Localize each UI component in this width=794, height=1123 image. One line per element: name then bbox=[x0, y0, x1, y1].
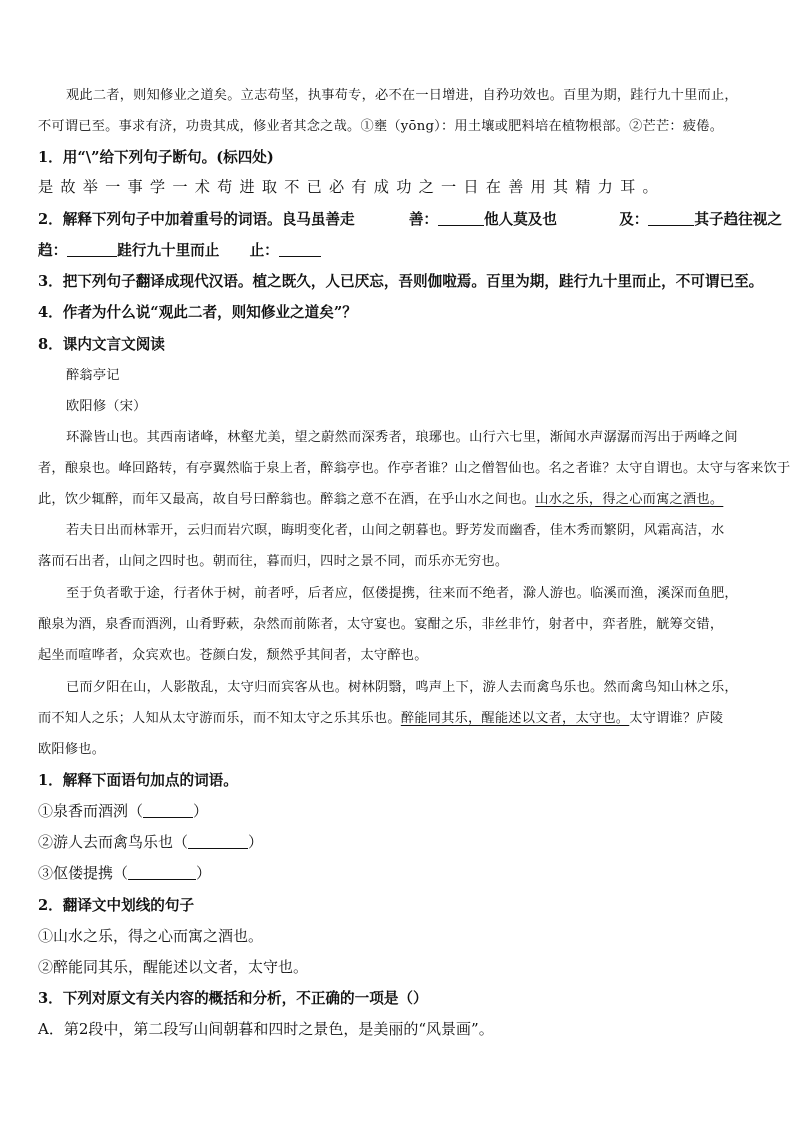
question-8-3: 3．下列对原文有关内容的概括和分析，不正确的一项是（） bbox=[38, 990, 428, 1007]
passage-text: 此，饮少辄醉，而年又最高，故自号曰醉翁也。醉翁之意不在酒，在乎山水之间也。 bbox=[38, 492, 536, 507]
question-8-2: 2．翻译文中划线的句子 bbox=[38, 897, 195, 914]
item-close: ） bbox=[193, 802, 209, 820]
section-heading: 8．课内文言文阅读 bbox=[38, 336, 165, 353]
passage-line: 若夫日出而林霏开，云归而岩穴暝，晦明变化者，山间之朝暮也。野芳发而幽香，佳木秀而繁阴，风霜高洁，水 bbox=[66, 523, 725, 538]
answer-blank[interactable] bbox=[67, 243, 117, 257]
question-item bbox=[38, 831, 263, 852]
question-item bbox=[38, 862, 211, 883]
question-7-2-cont bbox=[38, 239, 321, 260]
item-text: ③伛偻提携（ bbox=[38, 864, 129, 882]
passage-line bbox=[38, 707, 723, 726]
essay-author: 欧阳修（宋） bbox=[66, 399, 147, 414]
passage-text: 太守谓谁？庐陵 bbox=[629, 711, 724, 726]
translation-item: ②醉能同其乐，醒能述以文者，太守也。 bbox=[38, 958, 309, 976]
answer-blank[interactable] bbox=[438, 212, 484, 226]
underlined-sentence: 山水之乐，得之心而寓之酒也。 bbox=[535, 492, 724, 507]
blank-label: 及： bbox=[619, 211, 649, 228]
essay-title: 醉翁亭记 bbox=[66, 368, 120, 383]
passage-line: 观此二者，则知修业之道矣。立志苟坚，执事苟专，必不在一日增进，自矜功效也。百里为期，跬行九十里而止， bbox=[66, 88, 738, 103]
passage-line: 酿泉为酒，泉香而酒洌，山肴野蔌，杂然而前陈者，太守宴也。宴酣之乐，非丝非竹，射者中，弈者胜，觥筹交错， bbox=[38, 617, 724, 632]
answer-blank[interactable] bbox=[143, 804, 193, 818]
question-7-4: 4．作者为什么说“观此二者，则知修业之道矣”？ bbox=[38, 304, 357, 321]
answer-blank[interactable] bbox=[279, 243, 321, 257]
item-text: ②游人去而禽鸟乐也（ bbox=[38, 833, 189, 851]
question-8-1: 1．解释下面语句加点的词语。 bbox=[38, 772, 238, 789]
answer-blank[interactable] bbox=[128, 866, 196, 880]
passage-line: 落而石出者，山间之四时也。朝而往，暮而归，四时之景不同，而乐亦无穷也。 bbox=[38, 554, 509, 569]
question-text: 他人莫及也 bbox=[484, 211, 557, 228]
blank-label: 善： bbox=[408, 211, 439, 228]
question-7-3: 3．把下列句子翻译成现代汉语。植之既久，人已厌忘，吾则伽啦焉。百里为期，跬行九十里而止，不可谓已至。 bbox=[38, 273, 764, 290]
passage-line: 不可谓已至。事求有济，功贵其成，修业者其念之哉。①壅（yōng）：用土壤或肥料培在植物根部。②芒芒：疲倦。 bbox=[38, 119, 724, 134]
blank-label: 趋： bbox=[38, 242, 68, 259]
question-item bbox=[38, 800, 208, 821]
question-7-1: 1．用“\”给下列句子断句。(标四处) bbox=[38, 149, 274, 166]
passage-line: 已而夕阳在山，人影散乱，太守归而宾客从也。树林阴翳，鸣声上下，游人去而禽鸟乐也。然而禽鸟知山林之乐， bbox=[66, 680, 738, 695]
passage-text: 而不知人之乐；人知从太守游而乐，而不知太守之乐其乐也。 bbox=[38, 711, 401, 726]
passage-line bbox=[38, 488, 723, 507]
punctuation-sentence: 是故举一事学一术苟进取不已必有成功之一日在善用其精力耳。 bbox=[38, 178, 665, 196]
passage-line: 至于负者歌于途，行者休于树，前者呼，后者应，伛偻提携，往来而不绝者，滁人游也。临溪而渔，溪深而鱼肥， bbox=[66, 586, 738, 601]
question-text: 跬行九十里而止 bbox=[117, 242, 220, 259]
option-a: A．第2段中，第二段写山间朝暮和四时之景色，是美丽的“风景画”。 bbox=[38, 1020, 494, 1038]
question-text: 其子趋往视之 bbox=[694, 211, 782, 228]
passage-line: 欧阳修也。 bbox=[38, 742, 106, 757]
item-close: ） bbox=[196, 864, 212, 882]
passage-line: 者，酿泉也。峰回路转，有亭翼然临于泉上者，醉翁亭也。作亭者谁？山之僧智仙也。名之者谁？太守自谓也。太守与客来饮于 bbox=[38, 461, 791, 476]
underlined-sentence: 醉能同其乐，醒能述以文者，太守也。 bbox=[400, 711, 630, 726]
item-close: ） bbox=[248, 833, 264, 851]
answer-blank[interactable] bbox=[648, 212, 694, 226]
passage-line: 起坐而喧哗者，众宾欢也。苍颜白发，颓然乎其间者，太守醉也。 bbox=[38, 648, 428, 663]
translation-item: ①山水之乐，得之心而寓之酒也。 bbox=[38, 927, 264, 945]
item-text: ①泉香而酒洌（ bbox=[38, 802, 144, 820]
question-text: 2．解释下列句子中加着重号的词语。良马虽善走 bbox=[38, 211, 355, 228]
question-7-2 bbox=[38, 208, 782, 229]
passage-line: 环滁皆山也。其西南诸峰，林壑尤美，望之蔚然而深秀者，琅琊也。山行六七里，渐闻水声潺潺而泻出于两峰之间 bbox=[66, 430, 738, 445]
answer-blank[interactable] bbox=[188, 835, 248, 849]
blank-label: 止： bbox=[249, 242, 279, 259]
